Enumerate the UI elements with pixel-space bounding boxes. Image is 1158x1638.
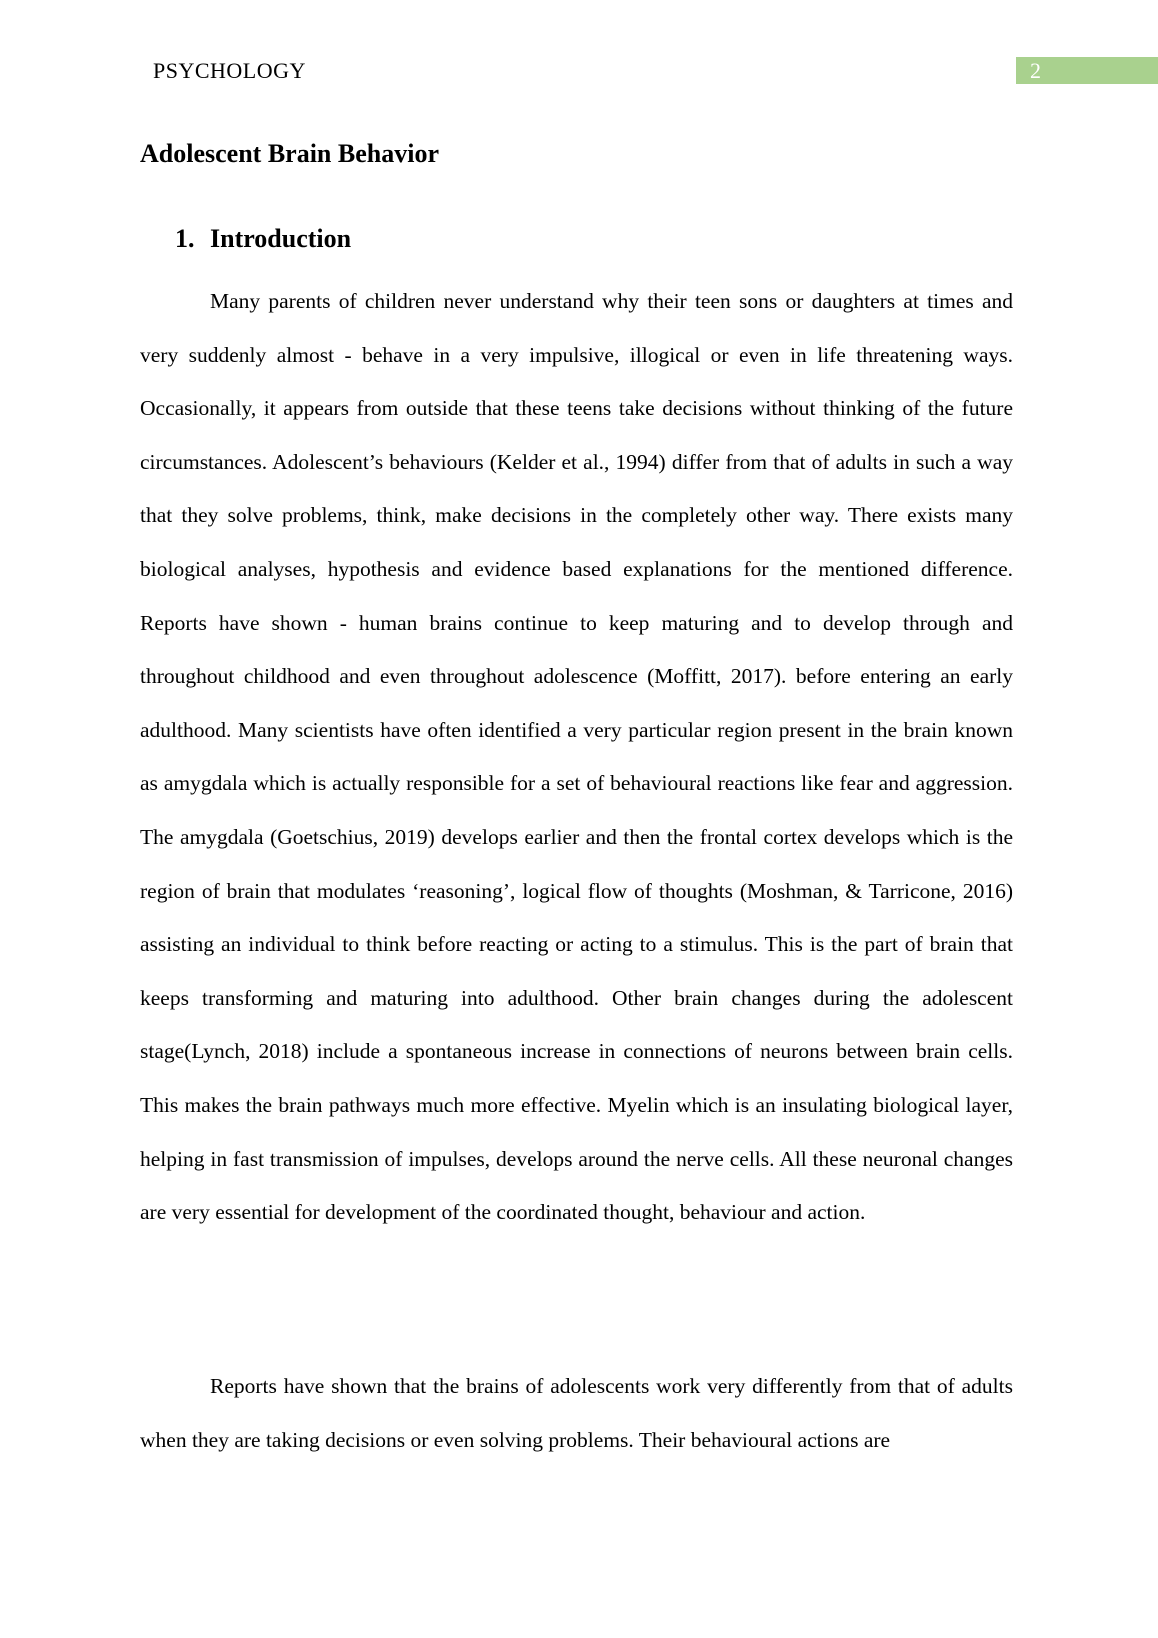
body-paragraph-2: Reports have shown that the brains of adolescents work very differently from that of adults when they are taking decisions or even solving problems. Their behavioural actions are — [140, 1374, 1013, 1452]
section-number: 1. — [175, 224, 195, 253]
section-title: Introduction — [210, 224, 352, 253]
running-head: PSYCHOLOGY — [153, 58, 306, 83]
page-number-badge: 2 — [1016, 57, 1158, 84]
document-title: Adolescent Brain Behavior — [140, 139, 439, 168]
body-paragraph-1: Many parents of children never understand why their teen sons or daughters at times and very suddenly almost - behave in a very impulsive, illogical or even in life threatening ways. Occasionally, it appears from outside that these teens take decisions without thinking of the future circumstances. Adolescent’s behaviours (Kelder et al., 1994) differ from that of adults in such a way that they solve problems, think, make decisions in the completely other way. There exists many biological analyses, hypothesis and evidence based explanations for the mentioned difference. Reports have shown - human brains continue to keep maturing and to develop through and throughout childhood and even throughout adolescence (Moffitt, 2017). before entering an early adulthood. Many scientists have often identified a very particular region present in the brain known as amygdala which is actually responsible for a set of behavioural reactions like fear and aggression. The amygdala (Goetschius, 2019) develops earlier and then the frontal cortex develops which is the region of brain that modulates ‘reasoning’, logical flow of thoughts (Moshman, & Tarricone, 2016) assisting an individual to think before reacting or acting to a stimulus. This is the part of brain that keeps transforming and maturing into adulthood. Other brain changes during the adolescent stage(Lynch, 2018) include a spontaneous increase in connections of neurons between brain cells. This makes the brain pathways much more effective. Myelin which is an insulating biological layer, helping in fast transmission of impulses, develops around the nerve cells. All these neuronal changes are very essential for development of the coordinated thought, behaviour and action. — [140, 289, 1013, 1225]
section-heading — [175, 222, 351, 256]
